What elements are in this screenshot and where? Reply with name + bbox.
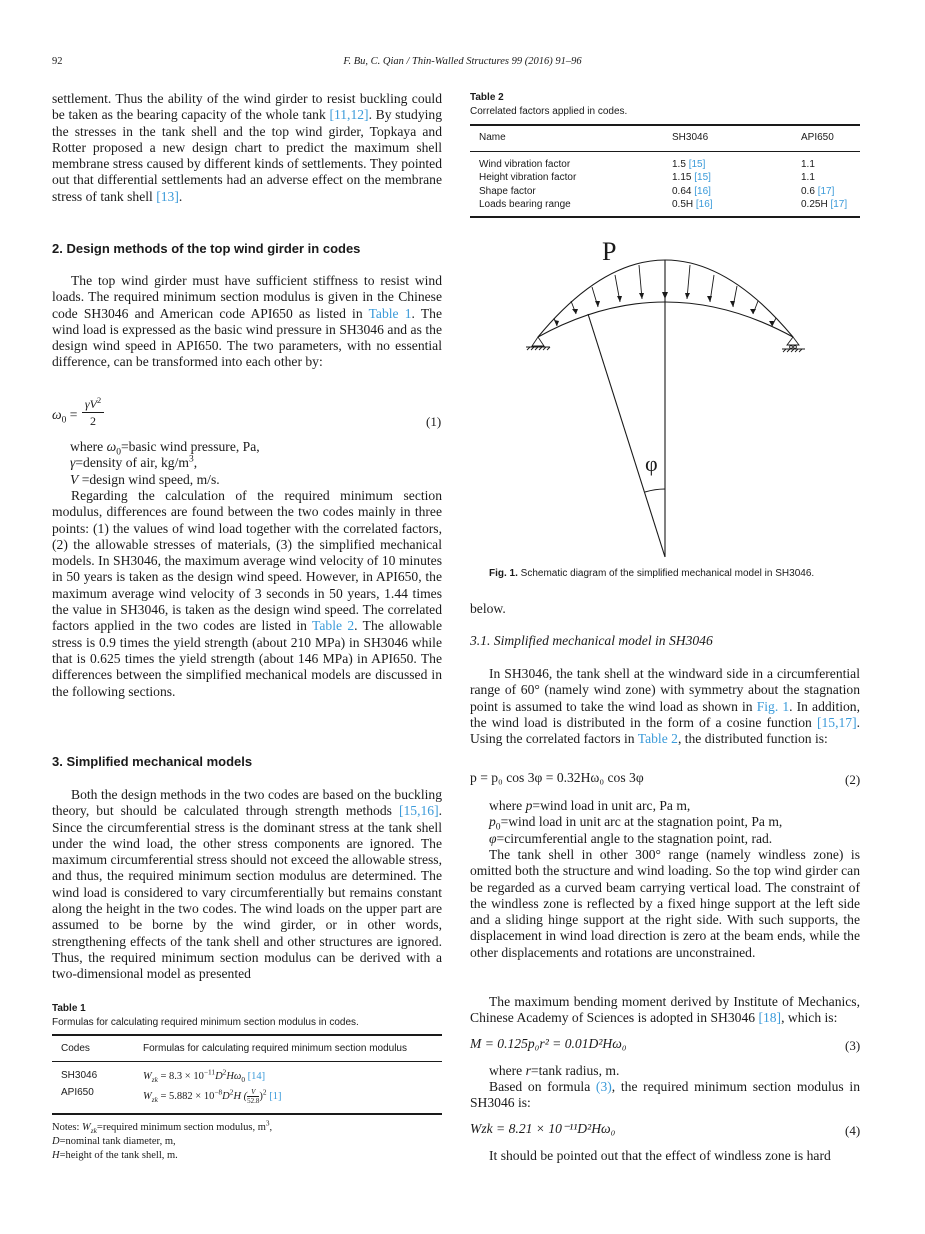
section-3-heading: 3. Simplified mechanical models: [52, 754, 253, 769]
table-2-header-name: Name: [479, 132, 506, 143]
table-1-code-sh3046: SH3046: [61, 1070, 98, 1081]
subsection-3-1-para-4: Based on formula (3), the required minimum section modulus in SH3046 is:: [470, 1079, 860, 1111]
figure-1-caption: Fig. 1. Schematic diagram of the simplified mechanical model in SH3046.: [489, 568, 815, 579]
running-title: F. Bu, C. Qian / Thin-Walled Structures 99 (2016) 91–96: [343, 56, 582, 67]
figure-1-diagram: [465, 225, 865, 565]
table-2-name-column: [479, 158, 576, 211]
subsection-3-1-heading: 3.1. Simplified mechanical model in SH3046: [470, 633, 713, 648]
citation-link[interactable]: [1]: [269, 1090, 282, 1102]
citation-link[interactable]: [17]: [830, 198, 848, 210]
intro-paragraph: settlement. Thus the ability of the wind girder to resist buckling could be taken as the bearing capacity of the whole tank [11,12]. By studying the stresses in the tank shell and the top wind girder, Topkaya and Rotter proposed a new design chart to predict the maximum shell membrane stress caused by different kinds of settlements. They pointed out that differential settlements had an adverse effect on the membrane stress of tank shell [13].: [52, 91, 442, 204]
table-2-top-rule: [470, 124, 860, 126]
table-1-notes: Notes: $W_{zk}=required$ minimum section modulus, $m^3$, D=nominal tank diameter, m, H=height of the tank shell, m.: [52, 1118, 273, 1161]
citation-link[interactable]: [15]: [688, 159, 706, 170]
citation-link[interactable]: [15]: [694, 172, 711, 184]
section-2-heading: 2. Design methods of the top wind girder in codes: [52, 241, 361, 256]
table-2-bottom-rule: [470, 216, 860, 218]
curved-beam-diagram: [465, 225, 865, 565]
citation-link[interactable]: [16]: [694, 185, 711, 197]
equation-2-definitions: where p=wind load in unit arc, Pa m, $p_0=wind$ load in unit arc at the stagnation point, Pa m, φ=circumferential angle to the stagnation point, rad.: [489, 798, 783, 846]
section-2-para-1: The top wind girder must have sufficient stiffness to resist wind loads. The required minimum section modulus is given in the Chinese code SH3046 and American code API650 as listed in Table 1. The wind load is expressed as the basic wind pressure in SH3046 and as the design wind speed in API650. The two parameters, with no essential difference, can be transformed into each other by:: [52, 273, 442, 370]
equation-1-definitions: where $\omega_0=basic$ wind pressure, Pa, γ=density of air, $kg/m^3$, V =design wind speed, m/s.: [70, 439, 260, 487]
equation-4-number: (4): [845, 1123, 861, 1138]
equation-4: Wzk = 8.21 × 10⁻¹¹D²Hω₀: [470, 1121, 616, 1136]
equation-3-definitions: where r=tank radius, m.: [489, 1063, 620, 1078]
citation-link[interactable]: [18]: [758, 1010, 782, 1026]
table-1-formula-sh3046: $W_{zk} = 8.3 \times 10^{-11}D^2H\omega_0$ [14]: [143, 1067, 266, 1085]
page-number: 92: [52, 56, 63, 67]
table-1-caption: Formulas for calculating required minimum section modulus in codes.: [52, 1017, 359, 1028]
table-1-link[interactable]: Table 1: [368, 305, 412, 321]
table-2-row-name: Loads bearing range: [479, 198, 571, 210]
equation-3-number: (3): [845, 1038, 861, 1053]
citation-link[interactable]: [13]: [156, 188, 179, 204]
equation-1: $\omega_0$ = $\gamma V^2$ 2: [52, 397, 442, 433]
table-1-bottom-rule: [52, 1113, 442, 1115]
table-1-top-rule: [52, 1034, 442, 1036]
table-1-label: Table 1: [52, 1003, 86, 1014]
load-label-p: P: [602, 237, 617, 266]
table-2-row-name: Wind vibration factor: [479, 159, 571, 170]
section-3-para-1: Both the design methods in the two codes are based on the buckling theory, but should be calculated through strength methods [15,16]. Since the circumferential stress is the dominant stress at the tank shell under the wind load, the other stress components are ignored. The maximum circumferential stress should not exceed the allowable stress, and thus, the required minimum section modulus are determined. The wind load is considered to vary circumferentially but remains constant along the height in the two codes. The wind loads on the upper part are assumed to be borne by the wind girder, or in other words, strengthening effects of the tank shell and other structures are ignored. Thus, the required minimum section modulus can be derived with a two-dimensional model as presented: [52, 787, 442, 982]
figure-1-link[interactable]: Fig. 1: [756, 698, 790, 714]
table-2-caption: Correlated factors applied in codes.: [470, 106, 628, 117]
table-2-row-name: Height vibration factor: [479, 172, 577, 184]
table-2-link[interactable]: Table 2: [637, 731, 678, 747]
table-2-link[interactable]: Table 2: [312, 618, 355, 634]
table-1-header-rule: [52, 1061, 442, 1062]
citation-link[interactable]: [15,16]: [398, 803, 439, 819]
angle-label-phi: φ: [645, 451, 658, 476]
table-2-label: Table 2: [470, 92, 504, 103]
equation-1-number: (1): [426, 414, 442, 429]
table-2-row-name: Shape factor: [479, 185, 536, 197]
equation-2: p = p₀ cos 3φ = 0.32Hω₀ cos 3φ: [470, 770, 644, 785]
table-2-header-sh3046: SH3046: [672, 132, 709, 143]
equation-3-link[interactable]: (3): [595, 1079, 612, 1094]
table-1-header-formulas: Formulas for calculating required minimum section modulus: [143, 1043, 407, 1054]
subsection-3-1-para-3: The maximum bending moment derived by Institute of Mechanics, Chinese Academy of Sciences is adopted in SH3046 [18], which is:: [470, 994, 860, 1026]
table-2-header-api650: API650: [801, 132, 834, 143]
equation-2-number: (2): [845, 772, 861, 787]
subsection-3-1-para-1: In SH3046, the tank shell at the windward side in a circumferential range of 60° (namely wind zone) with symmetry about the stagnation point is assumed to take the wind load as shown in Fig. 1. In addition, the wind load is distributed in the form of a cosine function [15,17]. Using the correlated factors in Table 2, the distributed function is:: [470, 666, 860, 747]
citation-link[interactable]: [11,12]: [329, 107, 369, 123]
table-1-code-api650: API650: [61, 1087, 94, 1098]
table-1-header-codes: Codes: [61, 1043, 90, 1054]
citation-link[interactable]: [16]: [695, 198, 713, 210]
table-2-header-rule: [470, 151, 860, 152]
table-2-sh3046-column: 1.5 [15] 1.15 [15] 0.64 [16] 0.5H [16]: [672, 159, 713, 210]
table-1-formula-api650: $W_{zk} = 5.882 \times 10^{-8}D^2H$ ( $\frac{V}{52.8}$ )$^2$ [1]: [143, 1087, 282, 1105]
section-2-para-2: Regarding the calculation of the required minimum section modulus, differences are found between the two codes mainly in three points: (1) the values of wind load together with the correlated factors, (2) the allowable stresses of materials, (3) the simplified mechanical models. In SH3046, the maximum average wind velocity of 10 minutes in 50 years is taken as the design wind speed. However, in API650, the maximum average wind velocity of 3 seconds in 50 years, 1.44 times the value in SH3046, is taken as the design wind speed. The correlated factors applied in the two codes are listed in Table 2. The allowable stress is 0.9 times the yield strength (about 210 MPa) in SH3046 while that is 0.625 times the yield strength (about 146 MPa) in API650. The differences between the simplified mechanical models are discussed in the following sections.: [52, 488, 442, 699]
subsection-3-1-para-2: The tank shell in other 300° range (namely windless zone) is omitted both the structure and wind loading. So the top wind girder can be regarded as a curved beam carrying vertical load. The constraint of the windless zone is reflected by a fixed hinge support at the left side and a sliding hinge support at the right side. With such supports, the displacement in wind load direction is zero at the beam ends, while the other displacements and rotations are unconstrained.: [470, 847, 860, 960]
citation-link[interactable]: [15,17]: [816, 714, 857, 730]
continued-text: below.: [470, 601, 506, 616]
equation-3: M = 0.125p₀r² = 0.01D²Hω₀: [470, 1036, 627, 1051]
subsection-3-1-para-5: It should be pointed out that the effect of windless zone is hard: [489, 1148, 831, 1163]
citation-link[interactable]: [17]: [817, 185, 835, 197]
citation-link[interactable]: [14]: [247, 1071, 266, 1082]
table-2-api650-column: 1.1 1.1 0.6 [17] 0.25H [17]: [801, 159, 848, 210]
